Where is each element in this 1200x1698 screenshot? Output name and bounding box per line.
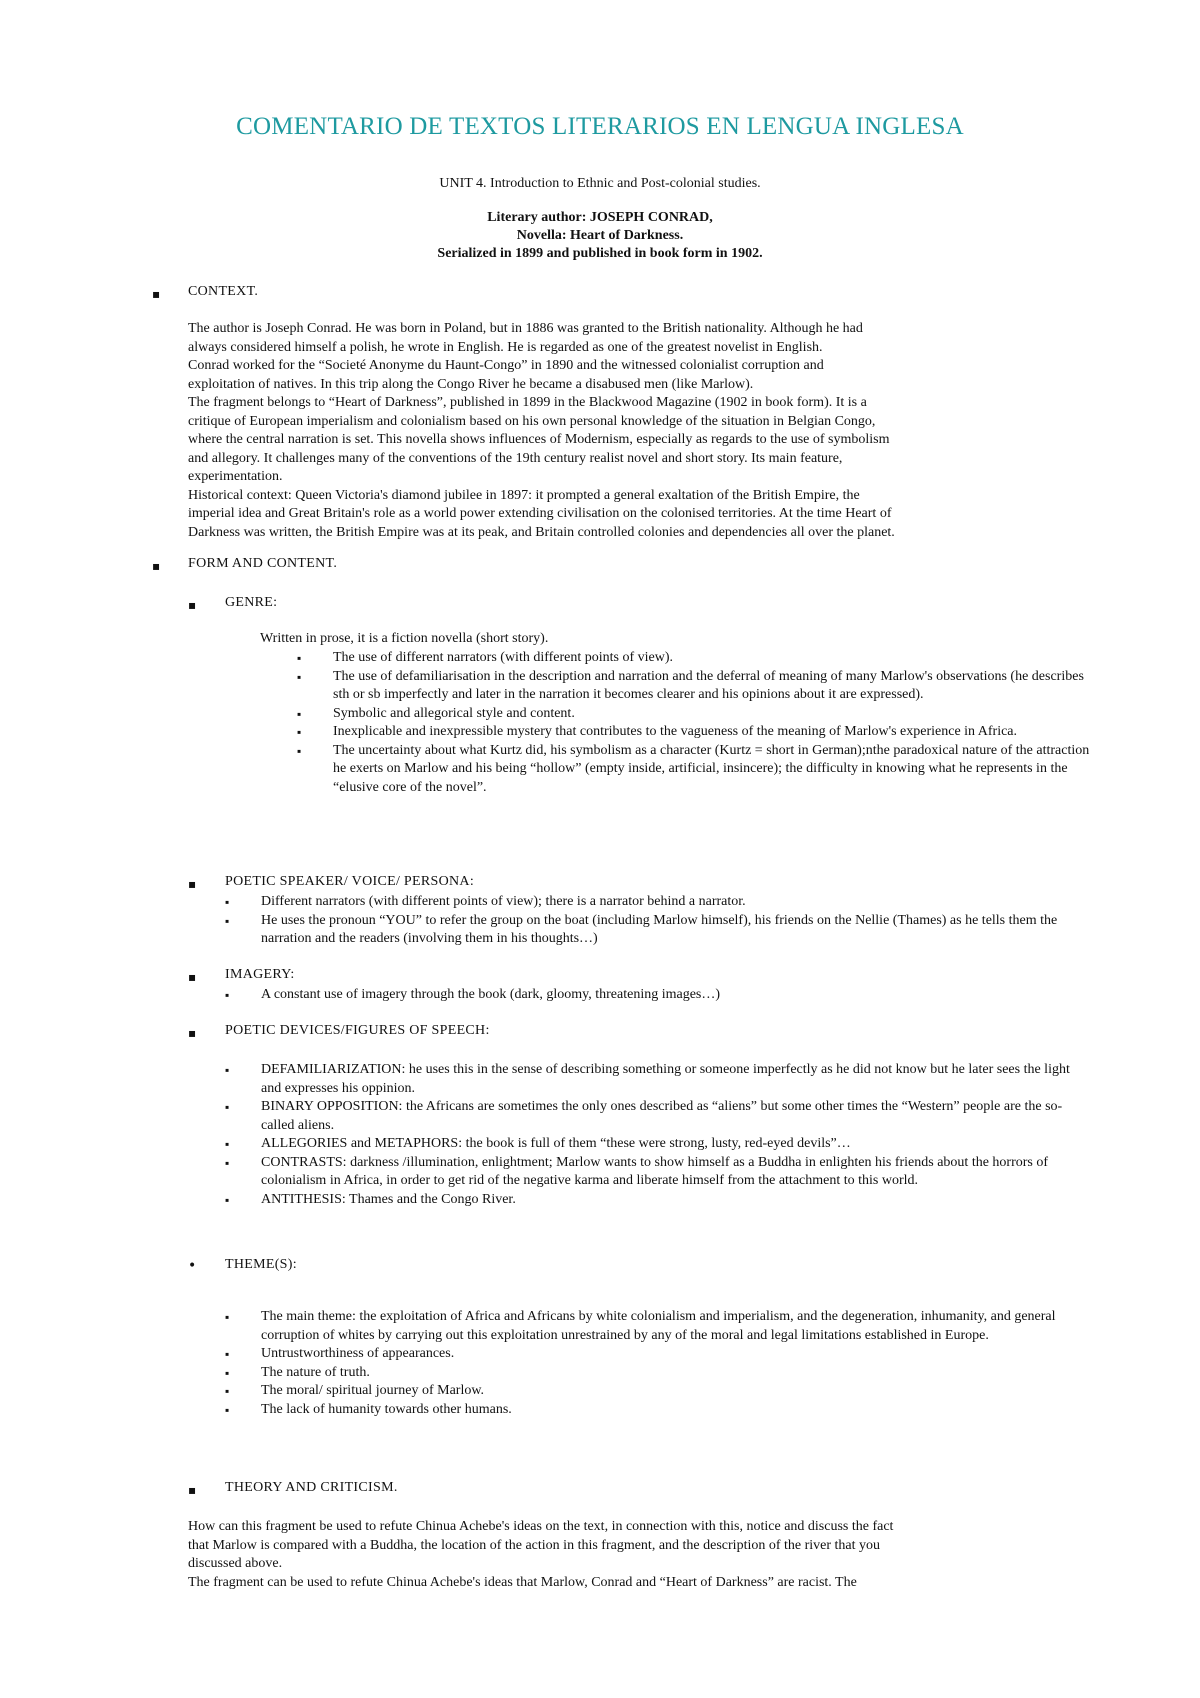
list-bullet: ▪ (297, 706, 302, 721)
author-line: Literary author: JOSEPH CONRAD, (487, 210, 713, 225)
context-line: critique of European imperialism and colonialism based on his own personal knowledge of the situation in Belgian Congo, (188, 413, 876, 429)
speaker-heading: POETIC SPEAKER/ VOICE/ PERSONA: (225, 874, 475, 889)
list-item: ▪ The lack of humanity towards other humans. (261, 1401, 1091, 1420)
list-item: ▪ BINARY OPPOSITION: the Africans are sometimes the only ones described as “aliens” but some other times the “Western” people are the so-called aliens. (225, 1099, 1063, 1133)
list-bullet: ▪ (297, 669, 302, 684)
list-bullet: ▪ (225, 1347, 230, 1361)
context-line: experimentation. (188, 469, 283, 484)
list-bullet: ▪ (225, 1192, 230, 1207)
list-item: ▪ Different narrators (with different points of view); there is a narrator behind a narrator. (261, 893, 1091, 912)
list-item: ▪ ALLEGORIES and METAPHORS: the book is full of them “these were strong, lusty, red-eyed devils”… (261, 1135, 1091, 1154)
devices-bullet: ▪ (188, 1026, 197, 1040)
speaker-bullet: ▪ (188, 877, 197, 891)
context-bullet: ▪ (152, 287, 161, 301)
theory-heading: THEORY AND CRITICISM. (225, 1480, 398, 1495)
themes-heading: THEME(S): (225, 1257, 297, 1272)
list-item: ▪ Symbolic and allegorical style and content. (333, 705, 1093, 724)
context-line: Historical context: Queen Victoria's diamond jubilee in 1897: it prompted a general exaltation of the British Empire, the (188, 487, 860, 503)
genre-heading: GENRE: (225, 595, 278, 610)
imagery-list (225, 986, 1091, 1005)
list-item: ▪ The use of defamiliarisation in the description and narration and the deferral of meaning of many Marlow's observations (he describes sth or sb imperfectly and later in the narration it becomes clearer and his opinions about it are expressed). (297, 668, 1084, 702)
novella-line: Novella: Heart of Darkness. (516, 228, 684, 243)
list-item: ▪ The main theme: the exploitation of Africa and Africans by white colonialism and imperialism, and the degeneration, inhumanity, and general corruption of whites by carrying out this exploitation unrestrained by any of the moral and legal limitations established in Europe. (225, 1309, 1056, 1343)
unit-line: UNIT 4. Introduction to Ethnic and Post-colonial studies. (439, 176, 761, 191)
imagery-heading: IMAGERY: (225, 967, 295, 982)
list-item: ▪ He uses the pronoun “YOU” to refer the group on the boat (including Marlow himself), his friends on the Nellie (Thames) as he tells them the narration and the readers (involving them in his thoughts…) (225, 912, 1058, 946)
list-item: ▪ Untrustworthiness of appearances. (261, 1345, 1091, 1364)
list-bullet: ▪ (225, 1384, 230, 1398)
list-bullet: ▪ (225, 1155, 230, 1170)
list-bullet: ▪ (225, 988, 230, 1002)
context-line: The author is Joseph Conrad. He was born in Poland, but in 1886 was granted to the British nationality. Although he had (188, 321, 863, 336)
serialized-line: Serialized in 1899 and published in book form in 1902. (437, 246, 763, 261)
context-heading: CONTEXT. (188, 284, 259, 299)
themes-list (225, 1308, 1091, 1419)
context-line: always considered himself a polish, he wrote in English. He is regarded as one of the greatest novelist in English. (188, 339, 823, 355)
genre-intro: Written in prose, it is a fiction novella (short story). (260, 631, 549, 646)
theory-line: The fragment can be used to refute Chinua Achebe's ideas that Marlow, Conrad and “Heart of Darkness” are racist. The (188, 1574, 857, 1590)
context-line: imperial idea and Great Britain's role as a world power extending civilisation on the colonised territories. At the time Heart of (188, 506, 892, 521)
list-item: ▪ DEFAMILIARIZATION: he uses this in the sense of describing something or someone imperfectly as he did not know but he later sees the light and expresses his oppinion. (225, 1062, 1070, 1096)
list-bullet: ▪ (225, 1137, 230, 1151)
theory-bullet: ▪ (188, 1483, 197, 1497)
genre-list (297, 649, 1093, 797)
genre-bullet: ▪ (188, 598, 197, 612)
context-paragraph (188, 320, 1108, 542)
context-line: exploitation of natives. In this trip along the Congo River he became a disabused men (like Marlow). (188, 376, 754, 392)
form-heading: FORM AND CONTENT. (188, 556, 338, 571)
imagery-bullet: ▪ (188, 970, 197, 984)
list-bullet: ▪ (225, 1100, 230, 1114)
list-item: ▪ The nature of truth. (261, 1364, 1091, 1383)
devices-heading: POETIC DEVICES/FIGURES OF SPEECH: (225, 1023, 490, 1038)
list-bullet: ▪ (297, 725, 302, 739)
list-item: ▪ The uncertainty about what Kurtz did, his symbolism as a character (Kurtz = short in German);nthe paradoxical nature of the attraction he exerts on Marlow and his being “hollow” (empty inside, artificial, insincere); the difficulty in knowing what he represents in the “elusive core of the novel”. (297, 742, 1090, 795)
theory-line: How can this fragment be used to refute Chinua Achebe's ideas on the text, in connection with this, notice and discuss the fact (188, 1519, 894, 1534)
list-item: ▪ CONTRASTS: darkness /illumination, enlightment; Marlow wants to show himself as a Buddha in enlighten his friends about the horrors of colonialism in Africa, in order to get rid of the negative karma and liberate himself from the attachment to this world. (225, 1154, 1049, 1188)
list-item: ▪ A constant use of imagery through the book (dark, gloomy, threatening images…) (261, 986, 1091, 1005)
themes-bullet: • (188, 1258, 197, 1274)
list-bullet: ▪ (225, 1310, 230, 1324)
list-bullet: ▪ (225, 1365, 230, 1380)
list-item: ▪ The moral/ spiritual journey of Marlow. (261, 1382, 1091, 1401)
list-bullet: ▪ (297, 743, 302, 758)
context-line: Darkness was written, the British Empire was at its peak, and Britain controlled colonies and dependencies all over the planet. (188, 524, 895, 540)
list-bullet: ▪ (225, 1402, 230, 1417)
list-item: ▪ ANTITHESIS: Thames and the Congo River. (261, 1191, 1091, 1210)
list-bullet: ▪ (225, 1063, 230, 1077)
devices-list (225, 1061, 1091, 1209)
context-line: and allegory. It challenges many of the conventions of the 19th century realist novel and short story. Its main feature, (188, 450, 843, 466)
theory-line: that Marlow is compared with a Buddha, the location of the action in this fragment, and the description of the river that you (188, 1537, 881, 1553)
theory-line: discussed above. (188, 1556, 283, 1571)
speaker-list (225, 893, 1091, 949)
list-item: ▪ The use of different narrators (with different points of view). (333, 649, 1093, 668)
theory-paragraph (188, 1518, 1108, 1592)
list-bullet: ▪ (297, 651, 302, 665)
context-line: Conrad worked for the “Societé Anonyme du Haunt-Congo” in 1890 and the witnessed colonialist corruption and (188, 358, 824, 373)
context-line: where the central narration is set. This novella shows influences of Modernism, especially as regards to the use of symbolism (188, 432, 890, 447)
list-bullet: ▪ (225, 913, 230, 928)
document-title: COMENTARIO DE TEXTOS LITERARIOS EN LENGUA INGLESA (236, 113, 964, 140)
list-item: ▪ Inexplicable and inexpressible mystery that contributes to the vagueness of the meaning of Marlow's experience in Africa. (333, 723, 1093, 742)
form-bullet: ▪ (152, 559, 161, 573)
context-line: The fragment belongs to “Heart of Darkness”, published in 1899 in the Blackwood Magazine (1902 in book form). It is a (188, 395, 867, 410)
list-bullet: ▪ (225, 895, 230, 909)
